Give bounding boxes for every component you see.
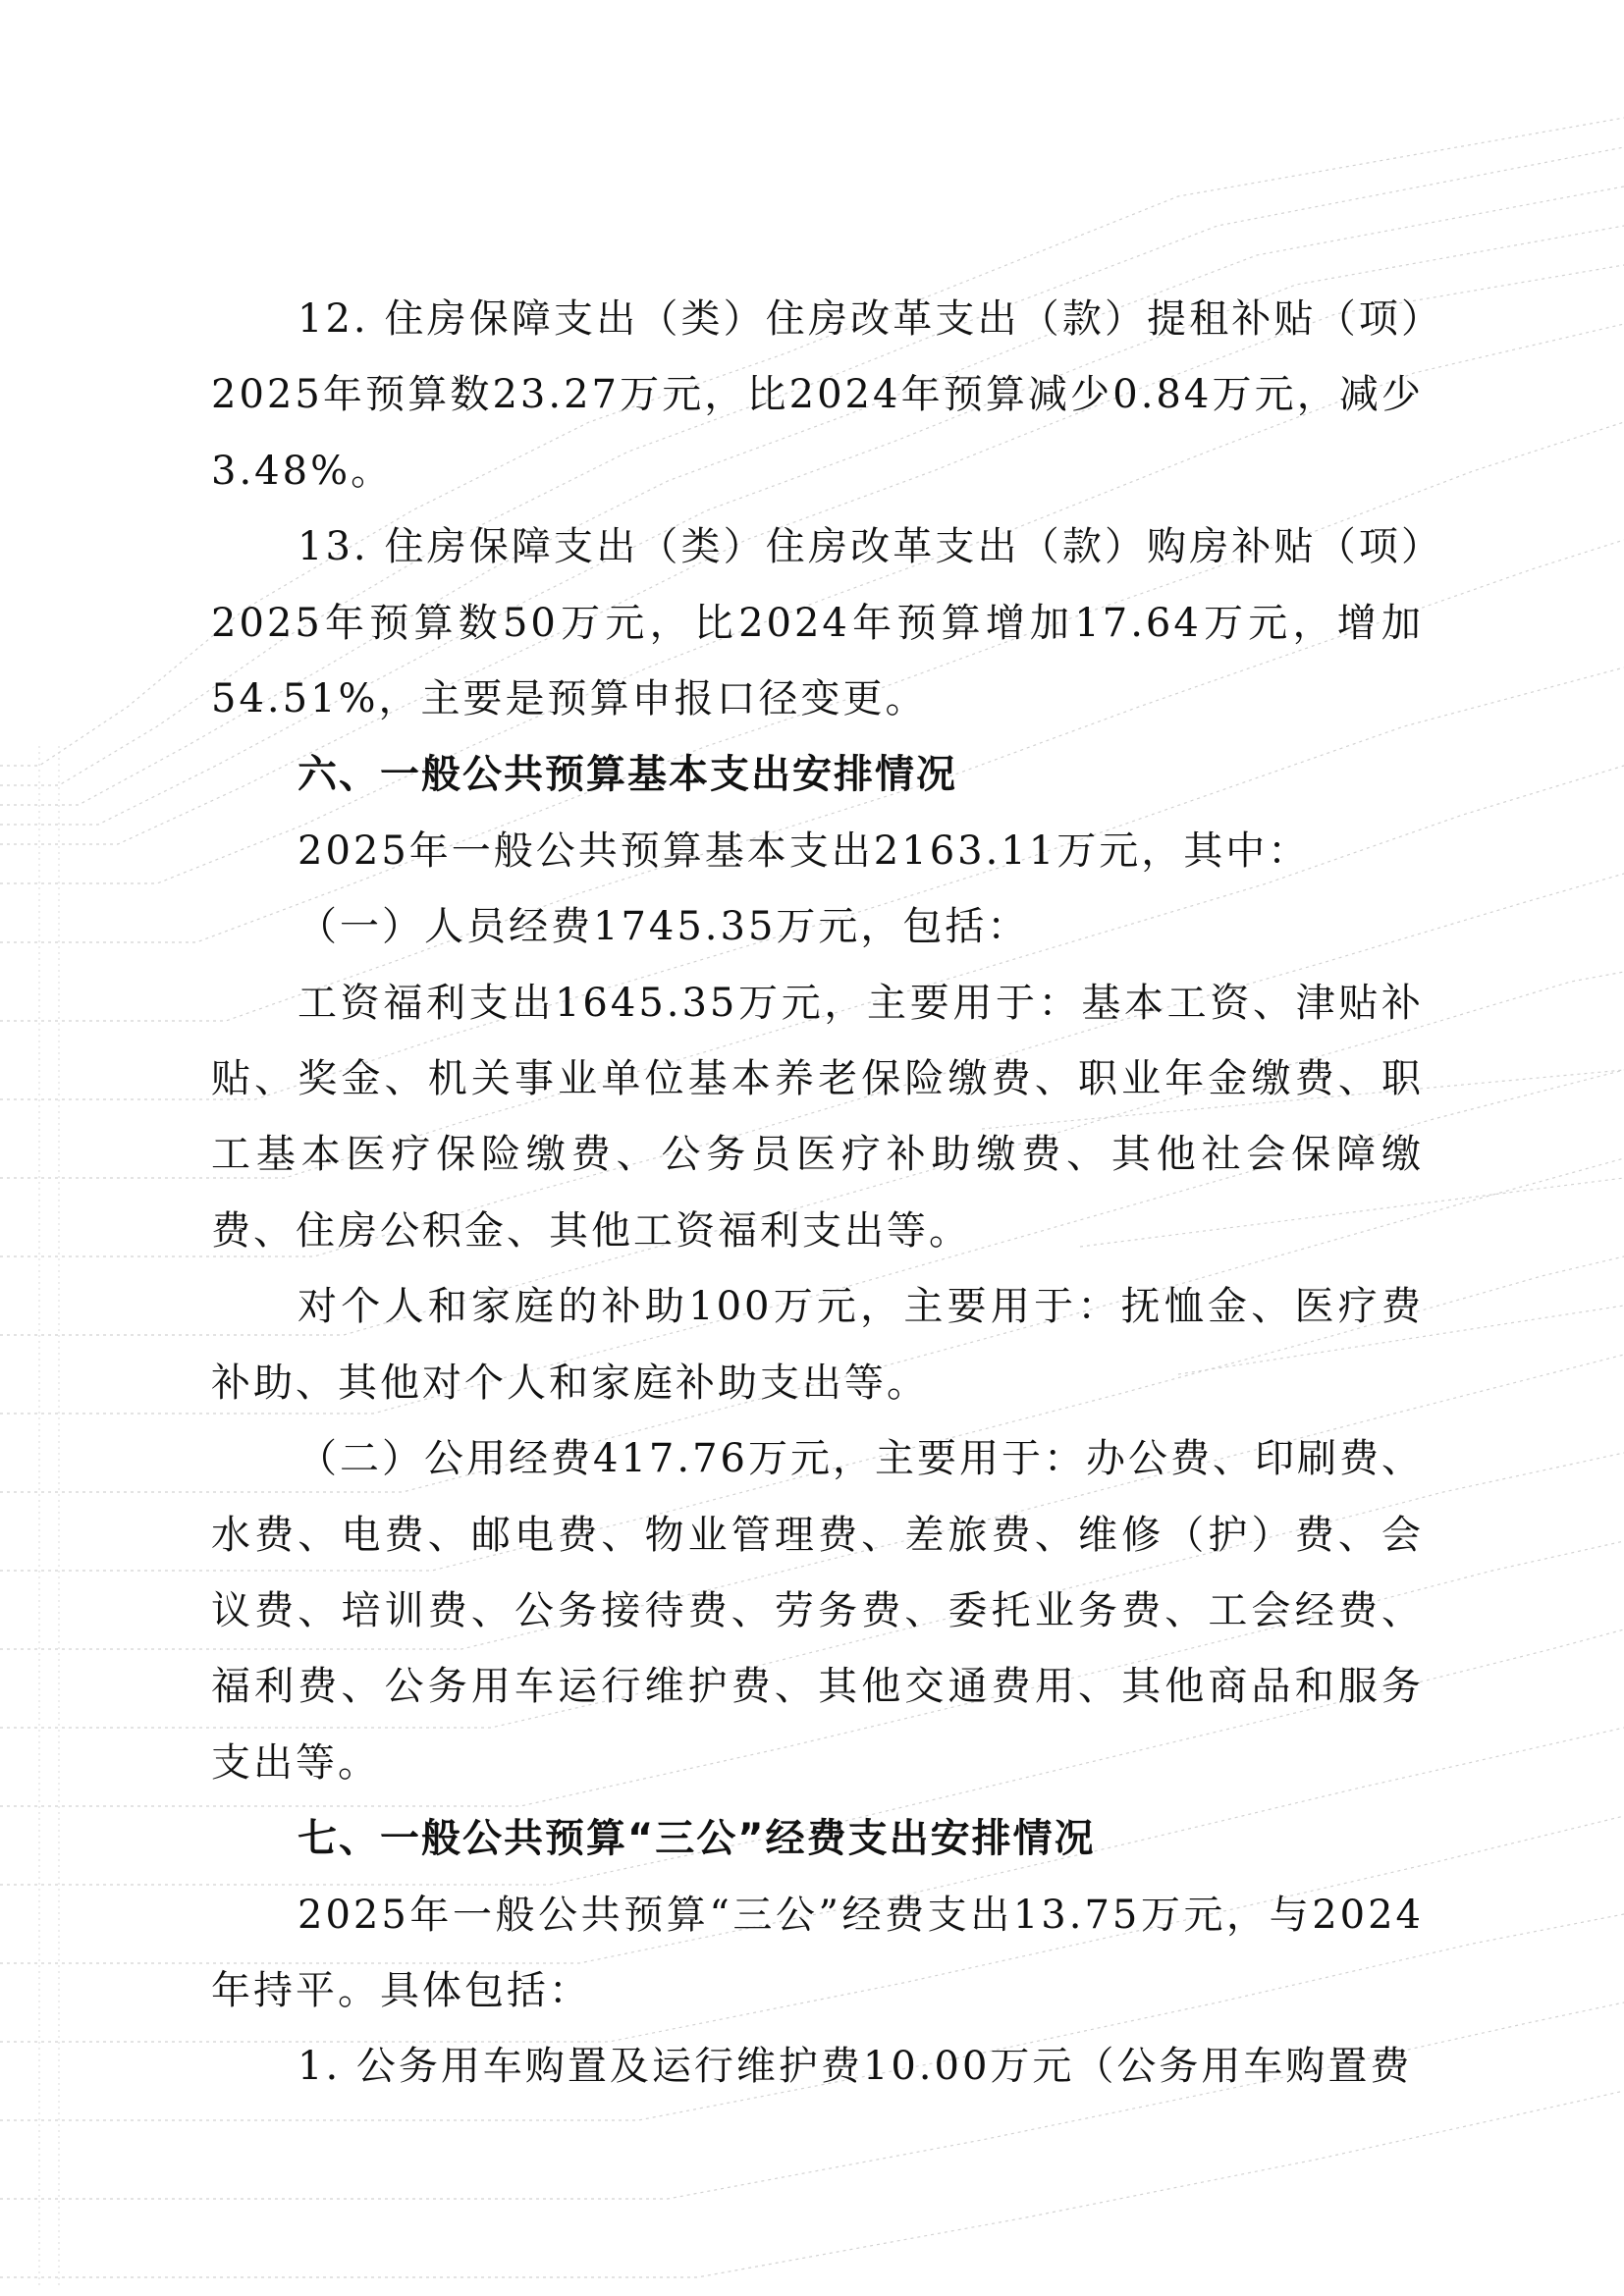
body-paragraph: 2025年一般公共预算基本支出2163.11万元，其中： (298, 828, 1311, 874)
body-paragraph: 12. 住房保障支出（类）住房改革支出（款）提租补贴（项）2025年预算数23.27万元，比2024年预算减少0.84万元，减少3.48%。 (211, 296, 1424, 494)
body-paragraph: 2025年一般公共预算“三公”经费支出13.75万元，与2024年持平。具体包括： (211, 1892, 1424, 2013)
section-heading: 七、一般公共预算“三公”经费支出安排情况 (298, 1816, 1096, 1862)
body-paragraph: 工资福利支出1645.35万元，主要用于：基本工资、津贴补贴、奖金、机关事业单位基本养老保险缴费、职业年金缴费、职工基本医疗保险缴费、公务员医疗补助缴费、其他社会保障缴费、住房公积金、其他工资福利支出等。 (211, 980, 1424, 1254)
body-paragraph: 对个人和家庭的补助100万元，主要用于：抚恤金、医疗费补助、其他对个人和家庭补助支出等。 (211, 1284, 1424, 1406)
section-heading: 六、一般公共预算基本支出安排情况 (298, 752, 957, 798)
body-paragraph: 1. 公务用车购置及运行维护费10.00万元（公务用车购置费 (298, 2044, 1413, 2090)
document-body (211, 282, 1424, 2106)
body-paragraph: （二）公用经费417.76万元，主要用于：办公费、印刷费、水费、电费、邮电费、物业管理费、差旅费、维修（护）费、会议费、培训费、公务接待费、劳务费、委托业务费、工会经费、福利费、公务用车运行维护费、其他交通费用、其他商品和服务支出等。 (211, 1436, 1424, 1786)
body-paragraph: 13. 住房保障支出（类）住房改革支出（款）购房补贴（项）2025年预算数50万元，比2024年预算增加17.64万元，增加54.51%，主要是预算申报口径变更。 (211, 524, 1424, 722)
body-paragraph: （一）人员经费1745.35万元，包括： (298, 904, 1030, 950)
